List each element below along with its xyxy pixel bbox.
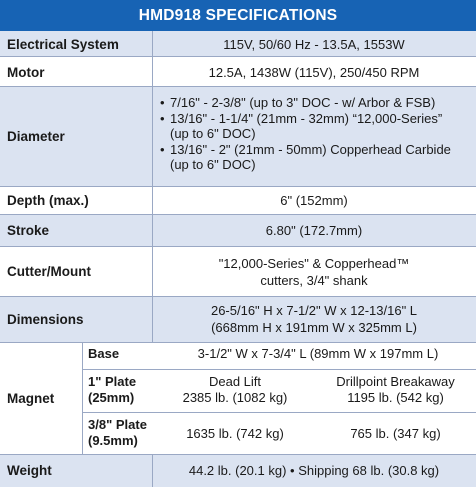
plate-1-breakaway-value: 1195 lb. (542 kg) <box>347 390 444 405</box>
cutter-value-line-2: cutters, 3/4" shank <box>260 272 368 288</box>
diameter-list <box>160 95 451 173</box>
diameter-item-3-line-2: (up to 6" DOC) <box>170 157 256 172</box>
plate-1-label-line-2: (25mm) <box>88 390 135 405</box>
spec-title: HMD918 SPECIFICATIONS <box>0 0 476 31</box>
plate-1-breakaway <box>315 374 476 406</box>
cutter-label: Cutter/Mount <box>7 264 91 279</box>
breakaway-header: Drillpoint Breakaway <box>336 374 455 389</box>
magnet-base-value: 3-1/2" W x 7-3/4" L (89mm W x 197mm L) <box>197 346 439 361</box>
plate-1-label <box>88 374 136 406</box>
diameter-label: Diameter <box>7 129 65 144</box>
column-divider <box>82 342 83 454</box>
dimensions-value-line-1: 26-5/16" H x 7-1/2" W x 12-13/16" L <box>210 303 418 318</box>
diameter-item-2 <box>170 111 442 142</box>
depth-label: Depth (max.) <box>7 193 89 208</box>
diameter-item-2-line-1: 13/16" - 1-1/4" (21mm - 32mm) “12,000-Series” <box>170 110 443 126</box>
motor-value: 12.5A, 1438W (115V), 250/450 RPM <box>208 64 420 80</box>
plate-2-breakaway-value: 765 lb. (347 kg) <box>350 426 441 441</box>
bullet-icon: • <box>160 141 165 157</box>
rule <box>82 369 476 370</box>
list-item <box>160 142 451 173</box>
plate-1-dead-lift-value: 2385 lb. (1082 kg) <box>182 390 288 405</box>
rule <box>0 342 476 343</box>
stroke-label: Stroke <box>7 222 50 238</box>
electrical-label: Electrical System <box>7 36 119 52</box>
cutter-value-line-1: "12,000-Series" & Copperhead™ <box>218 255 410 271</box>
weight-label: Weight <box>7 463 52 478</box>
list-item <box>160 95 451 111</box>
plate-1-dead-lift <box>150 374 320 406</box>
dead-lift-header: Dead Lift <box>208 374 262 389</box>
motor-label: Motor <box>7 64 45 80</box>
bullet-icon: • <box>160 110 165 126</box>
dimensions-value-line-2: (668mm H x 191mm W x 325mm L) <box>211 320 417 335</box>
diameter-item-2-line-2: (up to 6" DOC) <box>170 126 256 141</box>
list-item <box>160 111 451 142</box>
plate-2-label <box>88 417 147 449</box>
dimensions-value <box>152 296 476 342</box>
electrical-value: 115V, 50/60 Hz - 13.5A, 1553W <box>223 36 405 52</box>
weight-value: 44.2 lb. (20.1 kg) • Shipping 68 lb. (30.8 kg) <box>188 463 440 478</box>
diameter-item-1: 7/16" - 2-3/8" (up to 3" DOC - w/ Arbor & FSB) <box>170 95 436 110</box>
dimensions-label: Dimensions <box>7 311 84 327</box>
plate-2-label-line-2: (9.5mm) <box>88 433 138 448</box>
diameter-item-3-line-1: 13/16" - 2" (21mm - 50mm) Copperhead Carbide <box>170 141 451 157</box>
plate-2-dead-lift-value: 1635 lb. (742 kg) <box>186 426 284 441</box>
depth-value: 6" (152mm) <box>280 193 348 208</box>
rule <box>82 412 476 413</box>
bullet-icon: • <box>160 95 165 110</box>
plate-1-label-line-1: 1" Plate <box>88 374 137 389</box>
magnet-base-label: Base <box>88 346 120 361</box>
plate-2-label-line-1: 3/8" Plate <box>88 417 147 432</box>
cutter-value <box>152 247 476 296</box>
stroke-value: 6.80" (172.7mm) <box>265 222 363 238</box>
magnet-label: Magnet <box>7 390 55 406</box>
diameter-item-3 <box>170 142 451 173</box>
